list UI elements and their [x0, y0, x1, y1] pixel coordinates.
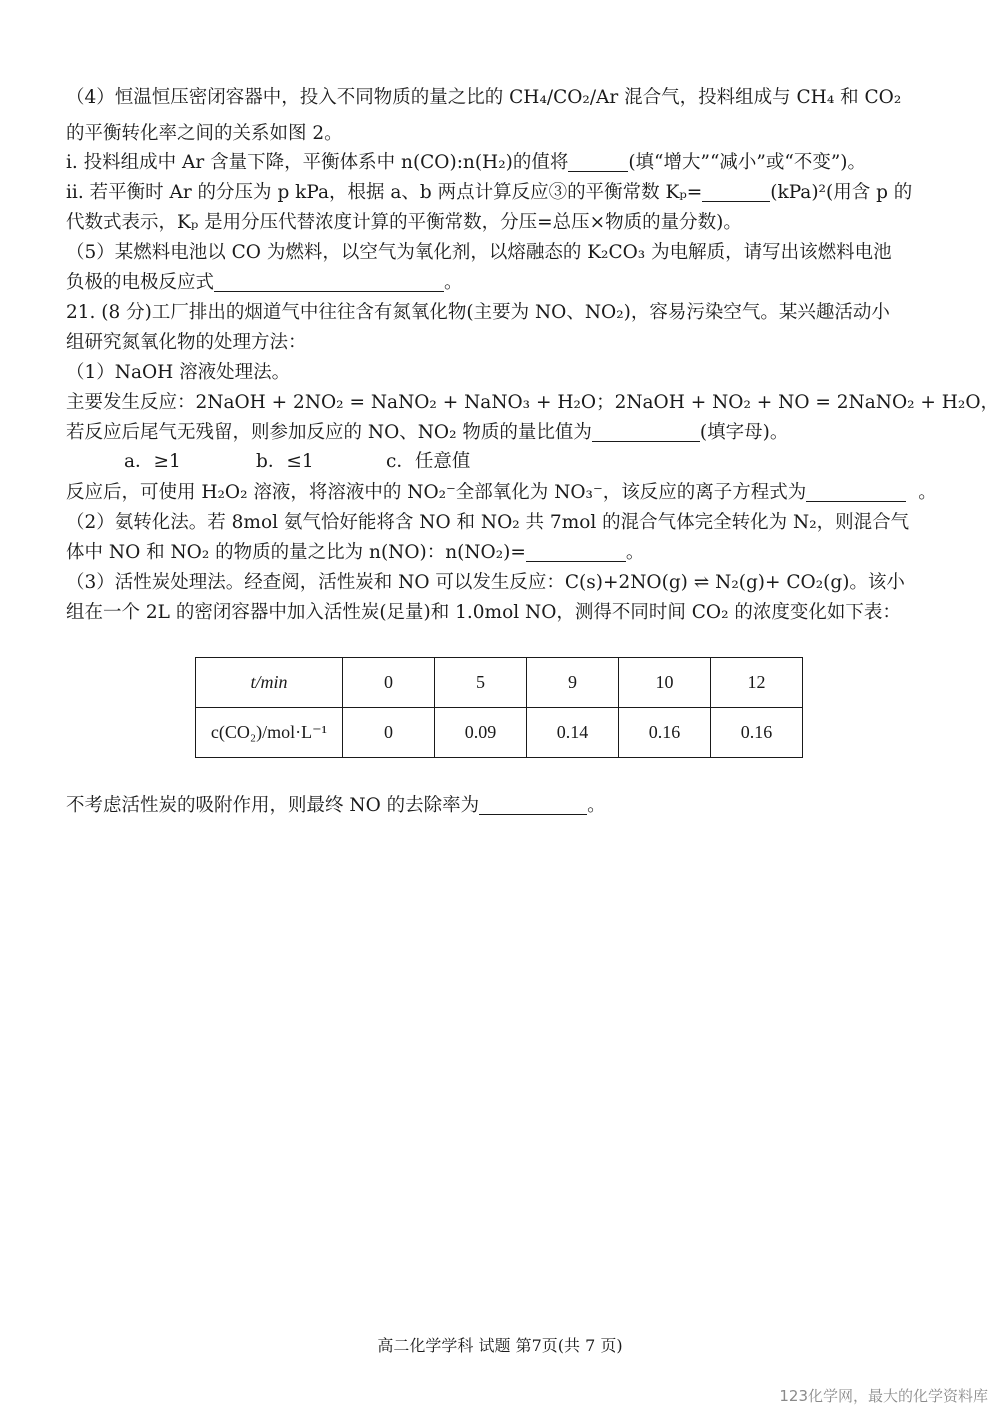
q20-5-line2: [66, 268, 946, 298]
q20-4-i-tail: (填“增大”“减小”或“不变”)。: [628, 152, 867, 173]
page-footer: 高二化学学科 试题 第7页(共 7 页): [377, 1336, 623, 1355]
q21-part2-line1: （2）氨转化法。若 8mol 氨气恰好能将含 NO 和 NO₂ 共 7mol 的混合气体完全转化为 N₂，则混合气: [66, 512, 910, 533]
table-cell: 0.16: [619, 708, 711, 758]
q21-final-question: [66, 791, 946, 821]
answer-blank[interactable]: [806, 481, 906, 502]
q20-4-line2: 的平衡转化率之间的关系如图 2。: [66, 123, 343, 144]
q20-4-ii-tail: (kPa)²(用含 p 的: [770, 182, 913, 203]
answer-blank[interactable]: [479, 794, 587, 815]
q21-final-end: 。: [587, 795, 606, 816]
table-row: [196, 658, 803, 708]
table-cell: 0.14: [527, 708, 619, 758]
table-cell: 5: [435, 658, 527, 708]
q20-5-line2-text: 负极的电极反应式: [66, 272, 215, 293]
table-cell: 0: [343, 658, 435, 708]
q20-4-ii-text: ii. 若平衡时 Ar 的分压为 p kPa，根据 a、b 两点计算反应③的平衡常数 Kₚ=: [66, 182, 703, 203]
q21-part1-reactions: 主要发生反应：2NaOH + 2NO₂ = NaNO₂ + NaNO₃ + H₂O；2NaOH + NO₂ + NO = 2NaNO₂ + H₂O，: [66, 392, 1000, 413]
q21-intro-line2: 组研究氮氧化物的处理方法：: [66, 332, 307, 353]
table-cell: 0: [343, 708, 435, 758]
co2-concentration-table: [195, 657, 803, 758]
option-c: c．任意值: [386, 451, 471, 472]
q20-4-i-text: i. 投料组成中 Ar 含量下降，平衡体系中 n(CO):n(H₂)的值将: [66, 152, 569, 173]
option-b: b．≤1: [256, 451, 314, 472]
q20-5-line1: （5）某燃料电池以 CO 为燃料，以空气为氧化剂，以熔融态的 K₂CO₃ 为电解质，请写出该燃料电池: [66, 242, 892, 263]
q21-part3-line1: （3）活性炭处理法。经查阅，活性炭和 NO 可以发生反应：C(s)+2NO(g) ⇌ N₂(g)+ CO₂(g)。该小: [66, 572, 905, 593]
table-cell: 9: [527, 658, 619, 708]
table-header-concentration: c(CO₂)/mol·L⁻¹: [196, 708, 343, 758]
q21-part1-question-tail: (填字母)。: [699, 422, 789, 443]
q20-4-ii-line2: 代数式表示，Kₚ 是用分压代替浓度计算的平衡常数，分压=总压×物质的量分数)。: [66, 212, 742, 233]
q21-part1-after-end: 。: [918, 482, 937, 503]
q21-part2-end: 。: [625, 542, 645, 563]
q20-4-line1: （4）恒温恒压密闭容器中，投入不同物质的量之比的 CH₄/CO₂/Ar 混合气，投料组成与 CH₄ 和 CO₂: [66, 87, 902, 108]
q21-part1-after: [66, 478, 946, 508]
q20-5-line2-end: 。: [444, 272, 463, 293]
answer-blank[interactable]: [568, 151, 628, 172]
time-label: t/min: [250, 672, 288, 692]
q20-4-i: [66, 148, 946, 178]
table-cell: 0.09: [435, 708, 527, 758]
q21-part1-after-text: 反应后，可使用 H₂O₂ 溶液，将溶液中的 NO₂⁻全部氧化为 NO₃⁻，该反应的离子方程式为: [66, 482, 807, 503]
answer-blank[interactable]: [702, 181, 770, 202]
q21-part1-question: [66, 418, 946, 448]
table-header-time: [196, 658, 343, 708]
q21-part1-title: （1）NaOH 溶液处理法。: [66, 362, 291, 383]
q21-part2-line2: [66, 538, 946, 568]
answer-blank[interactable]: [526, 541, 626, 562]
q21-part3-line2: 组在一个 2L 的密闭容器中加入活性炭(足量)和 1.0mol NO，测得不同时间 CO₂ 的浓度变化如下表：: [66, 602, 901, 623]
q21-part2-line2-text: 体中 NO 和 NO₂ 的物质的量之比为 n(NO)：n(NO₂)=: [66, 542, 526, 563]
table-cell: 0.16: [711, 708, 803, 758]
q20-4-ii: [66, 178, 946, 208]
q21-intro-line1: 21. (8 分)工厂排出的烟道气中往往含有氮氧化物(主要为 NO、NO₂)，容易污染空气。某兴趣活动小: [66, 302, 890, 323]
answer-blank[interactable]: [592, 421, 700, 442]
answer-blank[interactable]: [214, 271, 444, 292]
option-a: a．≥1: [124, 451, 181, 472]
table-cell: 10: [619, 658, 711, 708]
watermark: 123化学网，最大的化学资料库: [779, 1387, 988, 1405]
q21-final-question-text: 不考虑活性炭的吸附作用，则最终 NO 的去除率为: [66, 795, 480, 816]
q21-part1-question-text: 若反应后尾气无残留，则参加反应的 NO、NO₂ 物质的量比值为: [66, 422, 592, 443]
table-row: [196, 708, 803, 758]
table-cell: 12: [711, 658, 803, 708]
